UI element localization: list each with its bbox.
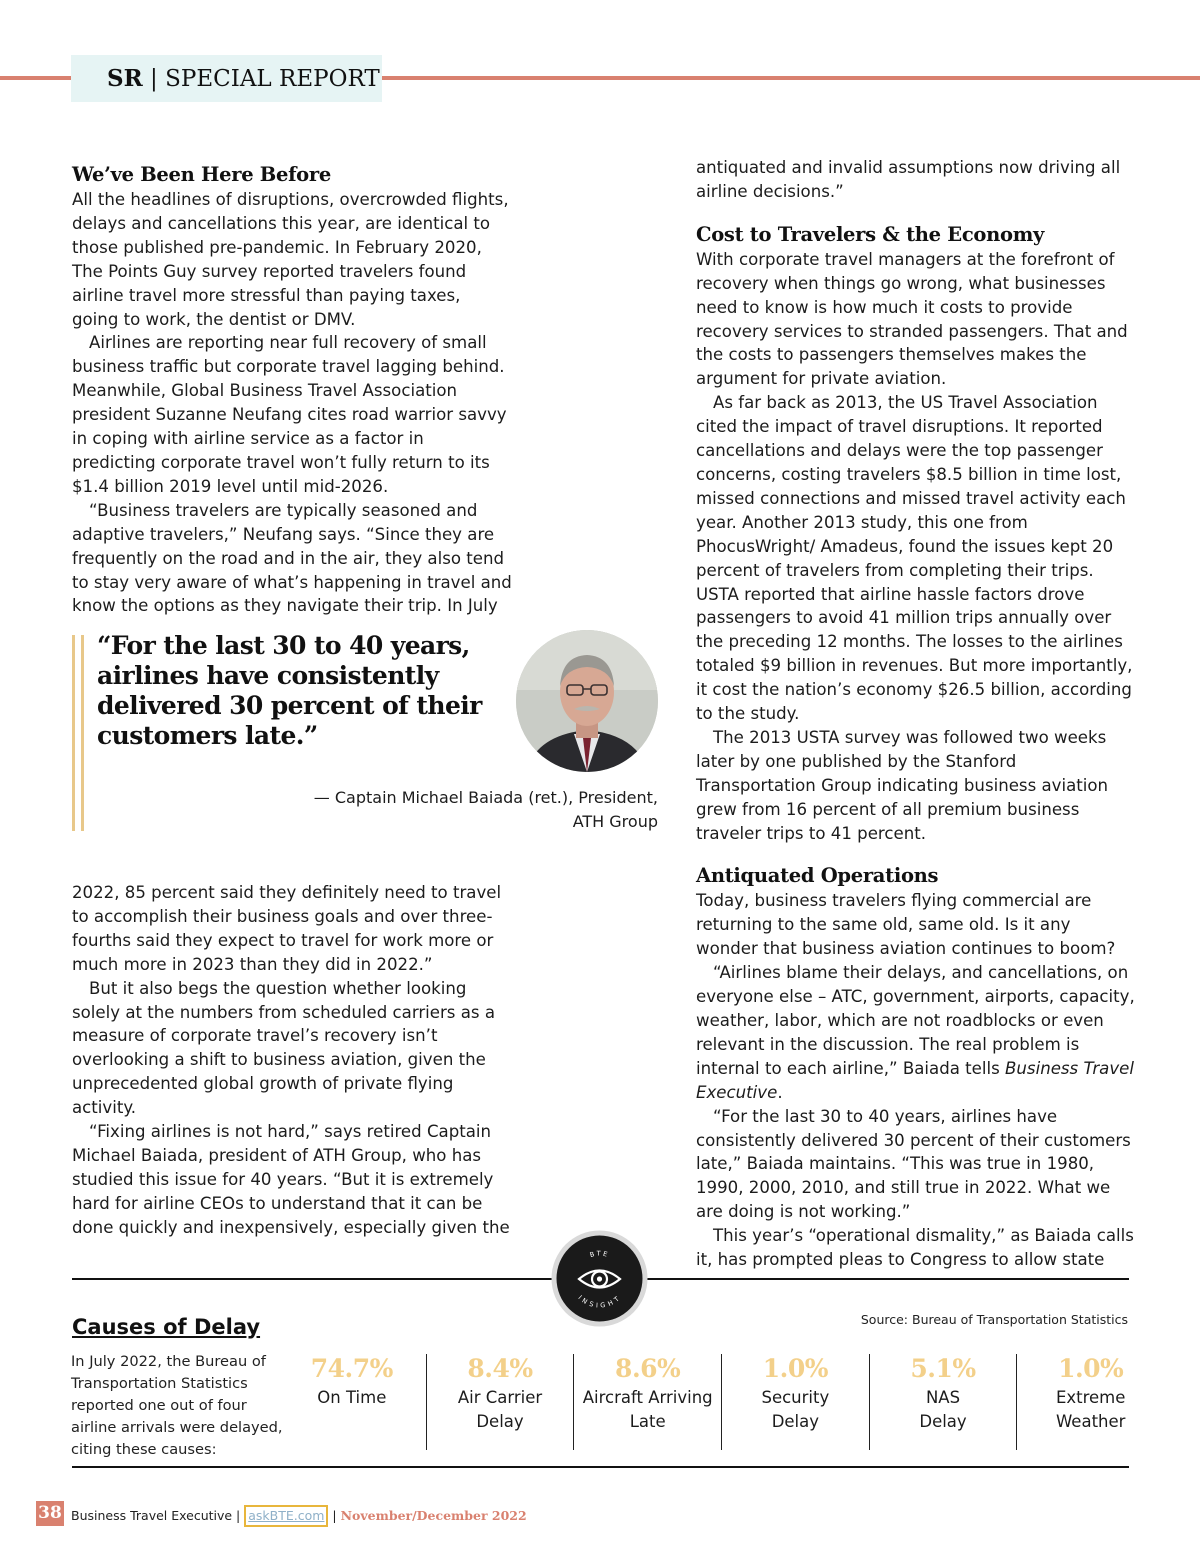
stat-value: 1.0% bbox=[1058, 1354, 1124, 1383]
stat-label: Security Delay bbox=[761, 1388, 830, 1431]
paragraph: The 2013 USTA survey was followed two weeks later by one published by the Stanford Transportation Group indicating business aviation grew from 16 percent of all premium business traveler trips to 41 percent. bbox=[696, 727, 1109, 843]
header-rule-left bbox=[0, 76, 72, 80]
publication-name: Business Travel Executive bbox=[696, 1058, 1134, 1102]
stat-value: 1.0% bbox=[762, 1354, 828, 1383]
stat-value: 74.7% bbox=[310, 1354, 393, 1383]
source-note: Source: Bureau of Transportation Statistics bbox=[860, 1312, 1128, 1327]
header-rule-right bbox=[382, 76, 1200, 80]
insight-badge bbox=[551, 1230, 648, 1327]
stat-label: On Time bbox=[317, 1388, 387, 1407]
column-right bbox=[696, 156, 1136, 1272]
section-title: SPECIAL REPORT bbox=[165, 66, 380, 92]
paragraph: “Business travelers are typically seasoned and adaptive travelers,” Neufang says. “Since they are frequently on the road and in the air, they also tend to stay very aware of what’s happening in travel and know the options as they navigate their trip. In July bbox=[72, 500, 512, 616]
badge-bottom-text: INSIGHT bbox=[576, 1293, 623, 1310]
causes-description: In July 2022, the Bureau of Transportation Statistics reported one out of four airline arrivals were delayed, citing these causes: bbox=[71, 1353, 283, 1458]
stat-value: 8.6% bbox=[615, 1354, 681, 1383]
attribution-line: ATH Group bbox=[572, 812, 658, 831]
stat-value: 8.4% bbox=[467, 1354, 533, 1383]
stat-security-delay bbox=[721, 1354, 869, 1450]
heading-antiquated-operations: Antiquated Operations bbox=[696, 864, 939, 888]
stat-extreme-weather bbox=[1016, 1354, 1164, 1450]
heading-been-here-before: We’ve Been Here Before bbox=[72, 163, 331, 186]
paragraph: All the headlines of disruptions, overcrowded flights, delays and cancellations this year, are identical to those published pre-pandemic. In February 2020, The Points Guy survey reported travelers found airline travel more stressful than paying taxes, going to work, the dentist or DMV. bbox=[72, 190, 509, 329]
stat-label: Air Carrier Delay bbox=[457, 1388, 543, 1431]
pull-quote-bar bbox=[72, 635, 84, 831]
paragraph: “Airlines blame their delays, and cancellations, on everyone else – ATC, government, airports, capacity, weather, labor, which are not roadblocks or even relevant in the discussion. The real problem is internal to each airline,” Baiada tells Business Travel Executive. bbox=[696, 963, 1135, 1102]
stat-aircraft-arriving-late bbox=[573, 1354, 721, 1450]
badge-top-text: BTE bbox=[588, 1249, 611, 1260]
footer-publication: Business Travel Executive | bbox=[71, 1508, 245, 1523]
column-left-top bbox=[72, 162, 512, 618]
paragraph: “Fixing airlines is not hard,” says retired Captain Michael Baiada, president of ATH Group, who has studied this issue for 40 years. “But it is extremely hard for airline CEOs to understand that it can be done quickly and inexpensively, especially given the bbox=[72, 1122, 510, 1237]
page-number: 38 bbox=[36, 1501, 64, 1526]
stats-row bbox=[278, 1354, 1164, 1450]
stat-label: Aircraft Arriving Late bbox=[582, 1388, 713, 1431]
portrait-photo bbox=[516, 630, 658, 772]
footer bbox=[71, 1505, 527, 1527]
section-abbr: SR bbox=[107, 65, 143, 92]
paragraph: This year’s “operational dismality,” as Baiada calls it, has prompted pleas to Congress to allow state bbox=[696, 1226, 1134, 1270]
paragraph: With corporate travel managers at the forefront of recovery when things go wrong, what businesses need to know is how much it costs to provide recovery services to stranded passengers. That and the costs to passengers themselves makes the argument for private aviation. bbox=[696, 249, 1128, 389]
column-left-bottom bbox=[72, 881, 512, 1240]
pull-quote-attribution bbox=[300, 786, 658, 834]
section-separator: | bbox=[142, 66, 166, 92]
attribution-line: — Captain Michael Baiada (ret.), President, bbox=[313, 788, 658, 807]
paragraph: But it also begs the question whether looking solely at the numbers from scheduled carriers as a measure of corporate travel’s recovery isn’t overlooking a shift to business aviation, given the unprecedented global growth of private flying activity. bbox=[72, 978, 495, 1118]
section-tab bbox=[71, 55, 382, 102]
portrait-illustration bbox=[516, 630, 658, 772]
stat-label: NAS Delay bbox=[919, 1388, 967, 1431]
stat-nas-delay bbox=[869, 1354, 1017, 1450]
footer-link[interactable]: askBTE.com bbox=[244, 1505, 328, 1527]
stat-value: 5.1% bbox=[910, 1354, 976, 1383]
paragraph: Airlines are reporting near full recovery of small business traffic but corporate travel lagging behind. Meanwhile, Global Business Travel Association president Suzanne Neufang cites road warrior savvy in coping with airline service as a factor in predicting corporate travel won’t fully return to its $1.4 billion 2019 level until mid-2026. bbox=[72, 333, 507, 496]
footer-date: November/December 2022 bbox=[340, 1508, 527, 1523]
sidebar-rule-bottom bbox=[72, 1466, 1129, 1468]
paragraph: “For the last 30 to 40 years, airlines have consistently delivered 30 percent of their customers late,” Baiada maintains. “This was true in 1980, 1990, 2000, 2010, and still true in 2022. What we are doing is not working.” bbox=[696, 1106, 1131, 1222]
stat-label: Extreme Weather bbox=[1055, 1388, 1126, 1431]
paragraph: As far back as 2013, the US Travel Association cited the impact of travel disruptions. It reported cancellations and delays were the top passenger concerns, costing travelers $8.5 billion in time lost, missed connections and missed travel activity each year. Another 2013 study, this one from PhocusWright/ Amadeus, found the issues kept 20 percent of travelers from completing their trips. USTA reported that airline hassle factors drove passengers to avoid 41 million trips annually over the preceding 12 months. The losses to the airlines totaled $9 billion in revenues. But more importantly, it cost the nation’s economy $26.5 billion, according to the study. bbox=[696, 393, 1133, 724]
stat-air-carrier-delay bbox=[426, 1354, 574, 1450]
paragraph: 2022, 85 percent said they definitely need to travel to accomplish their business goals and over three-fourths said they expect to travel for work more or much more in 2023 than they did in 2022.” bbox=[72, 883, 502, 974]
causes-title: Causes of Delay bbox=[72, 1315, 261, 1339]
heading-cost-to-travelers: Cost to Travelers & the Economy bbox=[696, 222, 1045, 246]
stat-on-time bbox=[278, 1354, 426, 1450]
pull-quote: “For the last 30 to 40 years, airlines have consistently delivered 30 percent of their customers late.” bbox=[97, 631, 482, 750]
paragraph: Today, business travelers flying commercial are returning to the same old, same old. Is it any wonder that business aviation continues to boom? bbox=[696, 891, 1116, 959]
paragraph: antiquated and invalid assumptions now driving all airline decisions.” bbox=[696, 158, 1121, 201]
footer-separator: | bbox=[328, 1508, 341, 1523]
eye-icon bbox=[551, 1230, 648, 1327]
